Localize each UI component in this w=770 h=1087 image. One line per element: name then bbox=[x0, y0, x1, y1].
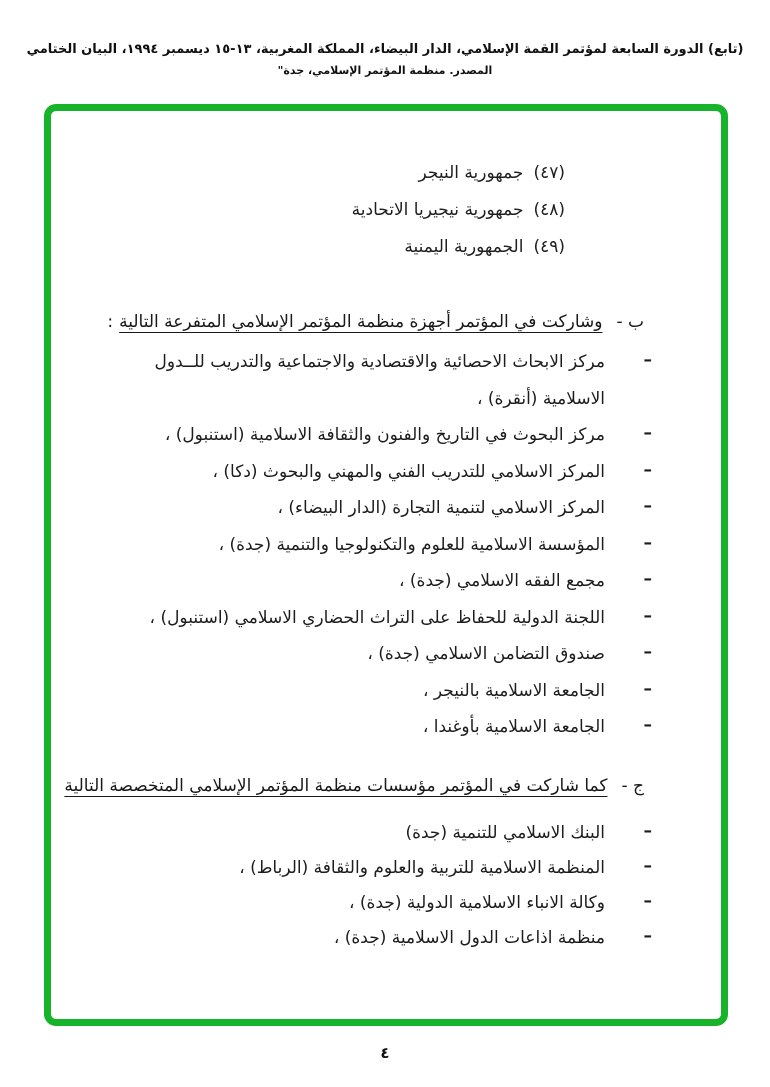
list-item bbox=[132, 527, 652, 564]
section-b-heading bbox=[107, 312, 644, 332]
section-title: وشاركت في المؤتمر أجهزة منظمة المؤتمر الإسلامي المتفرعة التالية bbox=[119, 312, 603, 332]
dash-marker: – bbox=[643, 715, 652, 735]
item-text: المركز الاسلامي لتنمية التجارة (الدار البيضاء) ، bbox=[277, 498, 605, 518]
item-text: البنك الاسلامي للتنمية (جدة) bbox=[405, 823, 605, 843]
item-text: جمهورية النيجر bbox=[418, 163, 524, 183]
item-text: الجمهورية اليمنية bbox=[404, 237, 524, 257]
dash-marker: – bbox=[643, 856, 652, 876]
dash-marker: – bbox=[643, 642, 652, 662]
dash-marker: – bbox=[643, 459, 652, 480]
header-source-line: المصدر. منظمة المؤتمر الإسلامي، جدة" bbox=[277, 64, 493, 77]
section-title: كما شاركت في المؤتمر مؤسسات منظمة المؤتمر الإسلامي المتخصصة التالية bbox=[64, 776, 608, 796]
list-item bbox=[132, 490, 652, 527]
item-text: مركز البحوث في التاريخ والفنون والثقافة الاسلامية (استنبول) ، bbox=[164, 425, 605, 445]
page-number: ٤ bbox=[380, 1044, 390, 1062]
list-item bbox=[132, 563, 652, 600]
list-item bbox=[132, 673, 652, 710]
section-c-heading bbox=[64, 776, 644, 796]
item-number: (٤٨) bbox=[533, 200, 565, 220]
list-item bbox=[132, 454, 652, 491]
section-suffix: : bbox=[107, 312, 114, 332]
dash-marker: – bbox=[643, 569, 652, 589]
list-item bbox=[132, 886, 652, 921]
list-item bbox=[132, 921, 652, 956]
item-text: جمهورية نيجيريا الاتحادية bbox=[351, 200, 524, 220]
section-letter: ب - bbox=[616, 312, 644, 332]
item-number: (٤٧) bbox=[533, 163, 565, 183]
dash-marker: – bbox=[643, 821, 652, 841]
item-text: المركز الاسلامي للتدريب الفني والمهني والبحوث (دكا) ، bbox=[212, 461, 605, 482]
section-letter: ج - bbox=[621, 776, 644, 796]
dash-marker: – bbox=[643, 532, 652, 553]
list-item bbox=[352, 163, 565, 200]
dash-marker: – bbox=[643, 496, 652, 516]
item-number: (٤٩) bbox=[533, 237, 565, 257]
item-text: الجامعة الاسلامية بأوغندا ، bbox=[422, 717, 605, 737]
list-item bbox=[352, 200, 565, 237]
document-header bbox=[0, 42, 770, 77]
dash-marker: – bbox=[643, 423, 652, 443]
list-item bbox=[132, 851, 652, 886]
member-states-numbered-list bbox=[352, 163, 565, 274]
item-text: اللجنة الدولية للحفاظ على التراث الحضاري الاسلامي (استنبول) ، bbox=[149, 607, 605, 628]
dash-marker: – bbox=[643, 350, 652, 370]
list-item bbox=[132, 636, 652, 673]
item-text: المؤسسة الاسلامية للعلوم والتكنولوجيا والتنمية (جدة) ، bbox=[218, 534, 605, 555]
item-text: منظمة اذاعات الدول الاسلامية (جدة) ، bbox=[333, 928, 605, 948]
item-text: صندوق التضامن الاسلامي (جدة) ، bbox=[367, 644, 605, 664]
item-text: وكالة الانباء الاسلامية الدولية (جدة) ، bbox=[349, 893, 605, 913]
item-text: مركز الابحاث الاحصائية والاقتصادية والاجتماعية والتدريب للــدول الاسلامية (أنقرة) ، bbox=[154, 352, 605, 409]
list-item bbox=[132, 344, 652, 417]
list-item bbox=[132, 709, 652, 746]
dash-marker: – bbox=[643, 926, 652, 946]
list-item bbox=[132, 816, 652, 851]
item-text: مجمع الفقه الاسلامي (جدة) ، bbox=[399, 571, 605, 591]
list-item bbox=[132, 417, 652, 454]
list-item bbox=[352, 237, 565, 274]
dash-marker: – bbox=[643, 605, 652, 626]
subsidiary-organs-list bbox=[132, 344, 652, 746]
item-text: الجامعة الاسلامية بالنيجر ، bbox=[422, 680, 605, 701]
list-item bbox=[132, 600, 652, 637]
header-citation-line: (تابع) الدورة السابعة لمؤتمر القمة الإسلامي، الدار البيضاء، المملكة المغربية، ١٣-١٥ ديسمبر ١٩٩٤، البيان الختامي bbox=[26, 42, 744, 57]
dash-marker: – bbox=[643, 891, 652, 911]
item-text: المنظمة الاسلامية للتربية والعلوم والثقافة (الرباط) ، bbox=[239, 858, 605, 878]
specialized-institutions-list bbox=[132, 816, 652, 956]
dash-marker: – bbox=[643, 678, 652, 699]
